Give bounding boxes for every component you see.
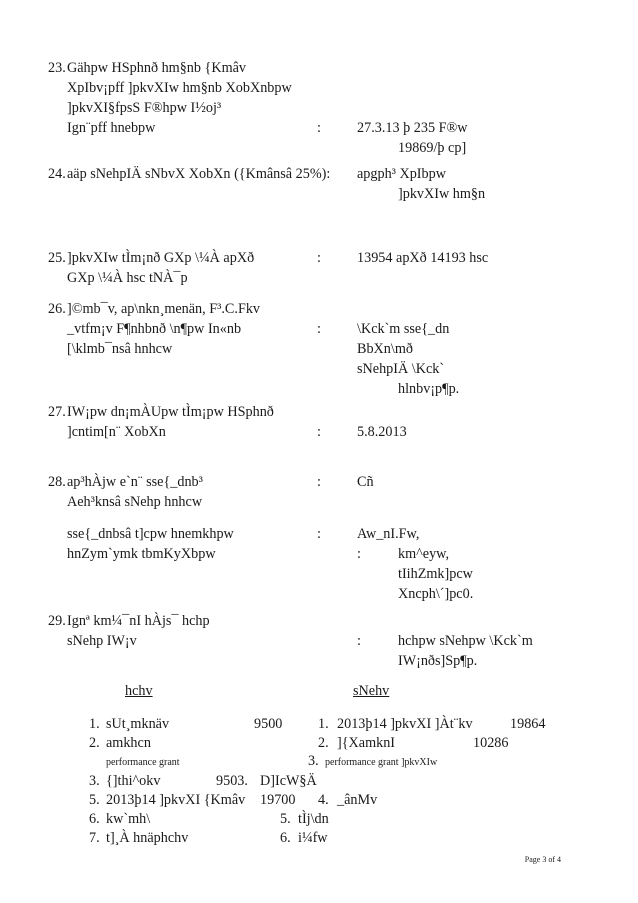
page-number: Page 3 of 4: [524, 855, 561, 864]
item-value: 5.8.2013: [357, 424, 407, 440]
item-label-line: ]©mb¯v, ap\nkn¸menän, F³.C.Fkv: [67, 301, 261, 317]
item-label-line: ]pkvXIw tÌm¡nð GXp \¼À apXð: [67, 250, 255, 266]
item-label-line: GXp \¼À hsc tNÀ¯p: [67, 270, 188, 286]
income-number: 3.: [89, 773, 100, 789]
item-value: km^eyw,: [398, 546, 450, 562]
item-label-line: Ign¨pff hnebpw: [67, 120, 156, 136]
expense-label: tÌj\dn: [298, 811, 329, 827]
item-value: Cñ: [357, 474, 374, 490]
item-value: tIihZmk]pcw: [398, 566, 473, 582]
expense-label: 2013þ14 ]pkvXI ]Àt¨kv: [337, 716, 473, 732]
item-label-line: aäp sNehpIÄ sNbvX XobXn ({Kmânsâ 25%):: [67, 166, 331, 182]
item-value: ]pkvXIw hm§n: [398, 186, 486, 202]
item-value: 13954 apXð 14193 hsc: [357, 250, 489, 266]
income-label: amkhcn: [106, 735, 151, 751]
item-label-line: _vtfm¡v F¶nhbnð \n¶pw In«nb: [67, 321, 242, 337]
item-label-line: Ignª km¼¯nI hÀjs¯ hchp: [67, 613, 210, 629]
item-label-line: [\klmb¯nsâ hnhcw: [67, 341, 173, 357]
expense-amount: 10286: [473, 735, 509, 751]
expense-number: 6.: [280, 830, 291, 846]
expense-number: 5.: [280, 811, 291, 827]
item-label-line: ap³hÀjw e`n¨ sse{_dnb³: [67, 474, 203, 490]
income-number: 5.: [89, 792, 100, 808]
expense-label: i¼fw: [298, 830, 328, 846]
expense-number: 4.: [318, 792, 329, 808]
expense-number: 3.: [308, 753, 319, 769]
income-amount: 9500: [254, 716, 283, 732]
expense-header: sNehv: [353, 683, 390, 699]
item-label-line: IW¡pw dn¡mÀUpw tÌm¡pw HSphnð: [67, 404, 274, 420]
colon-separator: :: [317, 474, 321, 490]
expense-number: 2.: [318, 735, 329, 751]
item-number: 28.: [48, 474, 66, 490]
item-value: hchpw sNehpw \Kck`m: [398, 633, 533, 649]
expense-label: performance grant ]pkvXIw: [325, 757, 438, 768]
item-value: \Kck`m sse{_dn: [357, 321, 450, 337]
income-header: hchv: [125, 683, 153, 699]
colon-separator: :: [317, 250, 321, 266]
income-amount: 19700: [260, 792, 296, 808]
item-value: sNehpIÄ \Kck`: [357, 361, 445, 377]
item-label-line: hnZym`ymk tbmKyXbpw: [67, 546, 216, 562]
item-value: Xncph\´]pc0.: [398, 586, 474, 602]
colon-separator: :: [317, 424, 321, 440]
item-value: apgph³ XpIbpw: [357, 166, 446, 182]
item-value: Aw_nI.Fw,: [357, 526, 420, 542]
income-number: 6.: [89, 811, 100, 827]
item-value: hlnbv¡p¶p.: [398, 381, 460, 397]
item-number: 25.: [48, 250, 66, 266]
income-label: 2013þ14 ]pkvXI {Kmâv: [106, 792, 246, 808]
colon-separator: :: [357, 546, 361, 562]
expense-amount: 19864: [510, 716, 546, 732]
income-label: kw`mh\: [106, 811, 151, 827]
colon-separator: :: [317, 321, 321, 337]
expense-number: 1.: [318, 716, 329, 732]
income-label: performance grant: [106, 757, 180, 768]
income-label: t]¸À hnäphchv: [106, 830, 189, 846]
expense-label: _ânMv: [337, 792, 378, 808]
item-label-line: ]cntim[n¨ XobXn: [67, 424, 166, 440]
item-value: IW¡nðs]Sp¶p.: [398, 653, 478, 669]
item-label-line: ]pkvXI§fpsS F®hpw I½oj³: [67, 100, 222, 116]
item-number: 23.: [48, 60, 66, 76]
income-label: {]thi^okv: [106, 773, 161, 789]
item-label-line: sNehp IW¡v: [67, 633, 137, 649]
colon-separator: :: [357, 633, 361, 649]
income-number: 2.: [89, 735, 100, 751]
expense-label: ]{XamknI: [337, 735, 396, 751]
expense-label: D]IcW§Ä: [260, 773, 317, 789]
item-value: 19869/þ cp]: [398, 140, 467, 156]
item-number: 27.: [48, 404, 66, 420]
income-label: sUt¸mknäv: [106, 716, 170, 732]
income-number: 7.: [89, 830, 100, 846]
item-value: BbXn\mð: [357, 341, 413, 357]
item-label-line: Aeh³knsâ sNehp hnhcw: [67, 494, 203, 510]
colon-separator: :: [317, 526, 321, 542]
colon-separator: :: [317, 120, 321, 136]
item-label-line: XpIbv¡pff ]pkvXIw hm§nb XobXnbpw: [67, 80, 292, 96]
item-number: 29.: [48, 613, 66, 629]
item-label-line: sse{_dnbsâ t]cpw hnemkhpw: [67, 526, 234, 542]
item-number: 26.: [48, 301, 66, 317]
income-number: 1.: [89, 716, 100, 732]
item-number: 24.: [48, 166, 66, 182]
income-amount: 9503.: [216, 773, 248, 789]
item-value: 27.3.13 þ 235 F®w: [357, 120, 468, 136]
item-label-line: Gähpw HSphnð hm§nb {Kmâv: [67, 60, 247, 76]
